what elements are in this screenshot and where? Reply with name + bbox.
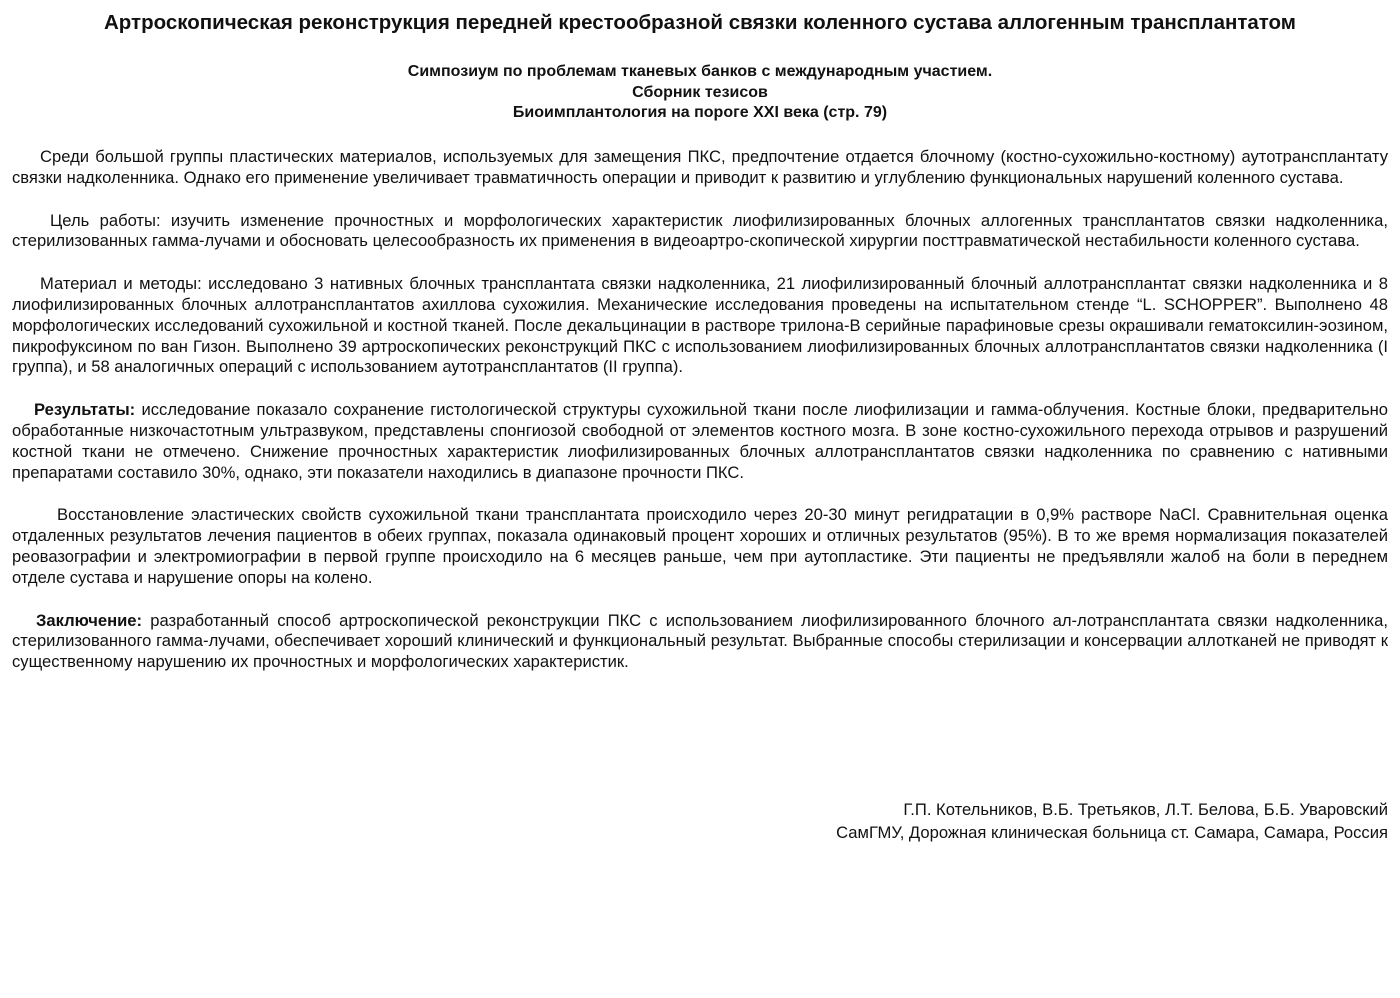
paragraph-text: разработанный способ артроскопической реконструкции ПКС с использованием лиофилизированного блочного ал-лотрансплантата связки надколенника, стерилизованного гамма-лучами, обеспечивает хороший клинический и функциональный результат. Выбранные способы стерилизации и консервации аллотканей не приводят к существенному нарушению их прочностных и морфологических характеристик.	[12, 610, 1388, 672]
source-line-1: Симпозиум по проблемам тканевых банков с международным участием.	[407, 63, 993, 80]
paragraph-text: исследование показало сохранение гистологической структуры сухожильной ткани после лиофилизации и гамма-облучения. Костные блоки, предварительно обработанные низкочастотным ультразвуком, представлены спонгиозой свободной от элементов костного мозга. В зоне костно-сухожильного перехода отрывов и разрушений костной ткани не отмечено. Снижение прочностных характеристик лиофилизированных блочных аллотрансплантатов связки надколенника по сравнению с нативными препаратами составило 30%, однако, эти показатели находились в диапазоне прочности ПКС.	[12, 400, 1388, 482]
paragraph-results	[12, 400, 1388, 483]
paragraph-intro	[12, 147, 1388, 189]
signature-block	[836, 798, 1388, 844]
source-line-3: Биоимплантология на пороге XXI века (стр. 79)	[512, 104, 888, 121]
authors: Г.П. Котельников, В.Б. Третьяков, Л.Т. Белова, Б.Б. Уваровский	[903, 800, 1388, 819]
source-line-2: Сборник тезисов	[632, 83, 768, 101]
document-title: Артроскопическая реконструкция передней крестообразной связки коленного сустава аллогенным трансплантатом	[104, 11, 1296, 34]
paragraph-lead: Заключение:	[36, 610, 143, 630]
paragraph-text: Среди большой группы пластических материалов, используемых для замещения ПКС, предпочтение отдается блочному (костно-сухожильно-костному) аутотрансплантату связки надколенника. Однако его применение увеличивает травматичность операции и приводит к развитию и углублению функциональных нарушений коленного сустава.	[12, 147, 1388, 187]
paragraph-methods	[12, 274, 1388, 378]
paragraph-lead: Результаты:	[34, 400, 136, 420]
paragraph-text: Материал и методы: исследовано 3 нативных блочных трансплантата связки надколенника, 21 лиофилизированный блочный аллотрансплантат связки надколенника и 8 лиофилизированных блочных аллотрансплантатов ахиллова сухожилия. Механические исследования проведены на испытательном стенде “L. SCHOPPER”. Выполнено 48 морфологических исследований сухожильной и костной тканей. После декальцинации в растворе трилона-В серийные парафиновые срезы окрашивали гематоксилин-эозином, пикрофуксином по ван Гизон. Выполнено 39 артроскопических реконструкций ПКС с использованием лиофилизированных блочных аллотрансплантатов связки надколенника (I группа), и 58 аналогичных операций с использованием аутотрансплантатов (II группа).	[12, 274, 1388, 377]
affiliation: СамГМУ, Дорожная клиническая больница ст. Самара, Самара, Россия	[836, 823, 1388, 842]
source-info	[0, 62, 1400, 124]
document-body	[12, 147, 1388, 695]
paragraph-text: Цель работы: изучить изменение прочностных и морфологических характеристик лиофилизированных блочных аллогенных трансплантатов связки надколенника, стерилизованных гамма-лучами и обосновать целесообразность их применения в видеоартро-скопической хирургии посттравматической нестабильности коленного сустава.	[12, 210, 1388, 251]
paragraph-text: Восстановление эластических свойств сухожильной ткани трансплантата происходило через 20-30 минут регидратации в 0,9% растворе NaCl. Сравнительная оценка отдаленных результатов лечения пациентов в обеих группах, показала одинаковый процент хороших и отличных результатов (95%). В то же время нормализация показателей реовазографии и электромиографии в первой группе происходило на 6 месяцев раньше, чем при аутопластике. Эти пациенты не предъявляли жалоб на боли в переднем отделе сустава и нарушение опоры на колено.	[12, 505, 1388, 587]
paragraph-aim	[12, 211, 1388, 253]
paragraph-conclusion	[12, 611, 1388, 673]
paragraph-recovery	[12, 505, 1388, 588]
